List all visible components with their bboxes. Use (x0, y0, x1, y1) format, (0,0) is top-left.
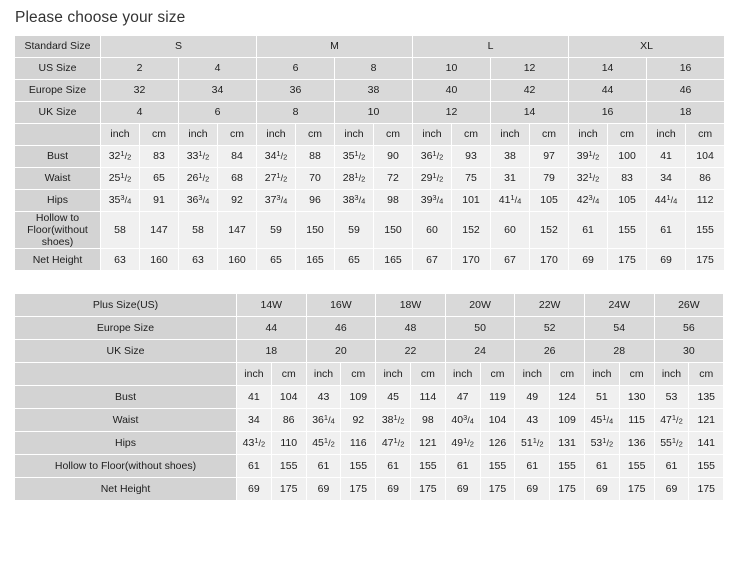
row-label-hips: Hips (15, 432, 237, 455)
hips-cell: 92 (218, 190, 257, 212)
table-row-bust (15, 146, 725, 168)
net-height-cell: 69 (376, 478, 411, 501)
unit-cell: inch (515, 363, 550, 386)
net-height-cell: 69 (569, 249, 608, 271)
hips-cell: 96 (296, 190, 335, 212)
uk-size-cell: 26 (515, 340, 585, 363)
table-row-net-height-plus (15, 478, 724, 501)
unit-cell: inch (413, 124, 452, 146)
unit-cell: cm (608, 124, 647, 146)
hips-cell: 131 (550, 432, 585, 455)
page-title: Please choose your size (15, 9, 186, 26)
uk-size-cell: 4 (101, 102, 179, 124)
hips-cell: 121 (410, 432, 445, 455)
waist-cell: 104 (480, 409, 515, 432)
waist-cell: 65 (140, 168, 179, 190)
hollow-cell: 61 (237, 455, 272, 478)
row-label-units (15, 363, 237, 386)
net-height-cell: 69 (584, 478, 619, 501)
table-row-hips-plus (15, 432, 724, 455)
standard-size-table (14, 35, 725, 271)
waist-cell: 115 (619, 409, 654, 432)
bust-cell: 47 (445, 386, 480, 409)
hollow-cell: 58 (179, 212, 218, 249)
uk-size-cell: 22 (376, 340, 446, 363)
hollow-cell: 155 (341, 455, 376, 478)
uk-size-cell: 18 (647, 102, 725, 124)
europe-size-cell: 38 (335, 80, 413, 102)
hollow-cell: 61 (569, 212, 608, 249)
plus-size-cell: 24W (584, 294, 654, 317)
waist-cell: 34 (647, 168, 686, 190)
hollow-cell: 61 (515, 455, 550, 478)
unit-cell: inch (306, 363, 341, 386)
bust-cell: 51 (584, 386, 619, 409)
unit-cell: inch (257, 124, 296, 146)
net-height-cell: 69 (306, 478, 341, 501)
hollow-cell: 155 (271, 455, 306, 478)
unit-cell: cm (480, 363, 515, 386)
net-height-cell: 69 (515, 478, 550, 501)
waist-cell: 70 (296, 168, 335, 190)
row-label-hips: Hips (15, 190, 101, 212)
hollow-cell: 147 (218, 212, 257, 249)
hollow-cell: 61 (647, 212, 686, 249)
table-row-hips (15, 190, 725, 212)
bust-cell: 104 (686, 146, 725, 168)
hips-cell: $44^1/4$ (647, 190, 686, 212)
us-size-cell: 2 (101, 58, 179, 80)
net-height-cell: 175 (410, 478, 445, 501)
waist-cell: $26^1/2$ (179, 168, 218, 190)
net-height-cell: 63 (101, 249, 140, 271)
plus-size-cell: 14W (237, 294, 307, 317)
waist-cell: 121 (689, 409, 724, 432)
waist-cell: $38^1/2$ (376, 409, 411, 432)
unit-cell: inch (179, 124, 218, 146)
table-row-net-height (15, 249, 725, 271)
unit-cell: cm (550, 363, 585, 386)
waist-cell: 92 (341, 409, 376, 432)
table-row-us-size (15, 58, 725, 80)
hips-cell: $45^1/2$ (306, 432, 341, 455)
hollow-cell: 61 (376, 455, 411, 478)
row-label-net-height: Net Height (15, 478, 237, 501)
net-height-cell: 165 (296, 249, 335, 271)
bust-cell: $39^1/2$ (569, 146, 608, 168)
net-height-cell: 69 (647, 249, 686, 271)
hips-cell: 91 (140, 190, 179, 212)
hollow-cell: 60 (491, 212, 530, 249)
waist-cell: 43 (515, 409, 550, 432)
hollow-cell: 155 (689, 455, 724, 478)
europe-size-cell: 48 (376, 317, 446, 340)
uk-size-cell: 24 (445, 340, 515, 363)
bust-cell: 45 (376, 386, 411, 409)
bust-cell: 43 (306, 386, 341, 409)
uk-size-cell: 28 (584, 340, 654, 363)
hips-cell: 105 (530, 190, 569, 212)
hollow-cell: 150 (374, 212, 413, 249)
waist-cell: 79 (530, 168, 569, 190)
europe-size-cell: 42 (491, 80, 569, 102)
europe-size-cell: 32 (101, 80, 179, 102)
bust-cell: 114 (410, 386, 445, 409)
hips-cell: $36^3/4$ (179, 190, 218, 212)
net-height-cell: 175 (686, 249, 725, 271)
unit-cell: cm (619, 363, 654, 386)
hollow-cell: 150 (296, 212, 335, 249)
hips-cell: $37^3/4$ (257, 190, 296, 212)
table-row-hollow-to-floor-plus (15, 455, 724, 478)
waist-cell: 31 (491, 168, 530, 190)
unit-cell: inch (569, 124, 608, 146)
net-height-cell: 175 (550, 478, 585, 501)
table-row-uk-size-plus (15, 340, 724, 363)
hips-cell: $43^1/2$ (237, 432, 272, 455)
row-label-bust: Bust (15, 386, 237, 409)
bust-cell: 109 (341, 386, 376, 409)
unit-cell: cm (271, 363, 306, 386)
row-label-us-size: US Size (15, 58, 101, 80)
net-height-cell: 170 (452, 249, 491, 271)
net-height-cell: 69 (237, 478, 272, 501)
hips-cell: 136 (619, 432, 654, 455)
bust-cell: $35^1/2$ (335, 146, 374, 168)
unit-cell: inch (654, 363, 689, 386)
bust-cell: 124 (550, 386, 585, 409)
hips-cell: $55^1/2$ (654, 432, 689, 455)
waist-cell: $27^1/2$ (257, 168, 296, 190)
us-size-cell: 16 (647, 58, 725, 80)
hips-cell: $51^1/2$ (515, 432, 550, 455)
bust-cell: 104 (271, 386, 306, 409)
net-height-cell: 69 (654, 478, 689, 501)
europe-size-cell: 34 (179, 80, 257, 102)
uk-size-cell: 12 (413, 102, 491, 124)
hollow-cell: 155 (619, 455, 654, 478)
waist-cell: $28^1/2$ (335, 168, 374, 190)
net-height-cell: 69 (445, 478, 480, 501)
plus-size-table (14, 293, 724, 501)
net-height-cell: 175 (480, 478, 515, 501)
bust-cell: $33^1/2$ (179, 146, 218, 168)
uk-size-cell: 10 (335, 102, 413, 124)
hips-cell: 126 (480, 432, 515, 455)
hollow-cell: 60 (413, 212, 452, 249)
net-height-cell: 175 (271, 478, 306, 501)
waist-cell: 98 (410, 409, 445, 432)
unit-cell: cm (374, 124, 413, 146)
unit-cell: cm (341, 363, 376, 386)
unit-cell: cm (140, 124, 179, 146)
europe-size-cell: 46 (647, 80, 725, 102)
unit-cell: cm (686, 124, 725, 146)
net-height-cell: 67 (491, 249, 530, 271)
europe-size-cell: 56 (654, 317, 724, 340)
table-row-bust-plus (15, 386, 724, 409)
row-label-standard-size: Standard Size (15, 36, 101, 58)
table-row-hollow-to-floor (15, 212, 725, 249)
hollow-cell: 152 (530, 212, 569, 249)
uk-size-cell: 18 (237, 340, 307, 363)
hips-cell: 116 (341, 432, 376, 455)
hips-cell: 98 (374, 190, 413, 212)
europe-size-cell: 50 (445, 317, 515, 340)
table-row-europe-size-plus (15, 317, 724, 340)
table-row-standard-size (15, 36, 725, 58)
plus-size-cell: 26W (654, 294, 724, 317)
row-label-net-height: Net Height (15, 249, 101, 271)
net-height-cell: 175 (619, 478, 654, 501)
row-label-units (15, 124, 101, 146)
hollow-cell: 59 (335, 212, 374, 249)
waist-cell: $47^1/2$ (654, 409, 689, 432)
waist-cell: 86 (271, 409, 306, 432)
hips-cell: 110 (271, 432, 306, 455)
net-height-cell: 65 (335, 249, 374, 271)
table-row-waist-plus (15, 409, 724, 432)
hips-cell: $53^1/2$ (584, 432, 619, 455)
hollow-cell: 155 (608, 212, 647, 249)
bust-cell: 130 (619, 386, 654, 409)
letter-size-m: M (257, 36, 413, 58)
hips-cell: 112 (686, 190, 725, 212)
unit-cell: cm (410, 363, 445, 386)
table-row-units (15, 124, 725, 146)
bust-cell: 53 (654, 386, 689, 409)
us-size-cell: 14 (569, 58, 647, 80)
table-row-plus-size (15, 294, 724, 317)
table-row-waist (15, 168, 725, 190)
hips-cell: $49^1/2$ (445, 432, 480, 455)
hollow-cell: 61 (584, 455, 619, 478)
bust-cell: 90 (374, 146, 413, 168)
letter-size-l: L (413, 36, 569, 58)
row-label-europe-size: Europe Size (15, 80, 101, 102)
us-size-cell: 6 (257, 58, 335, 80)
net-height-cell: 165 (374, 249, 413, 271)
net-height-cell: 170 (530, 249, 569, 271)
bust-cell: $36^1/2$ (413, 146, 452, 168)
unit-cell: inch (584, 363, 619, 386)
hollow-cell: 152 (452, 212, 491, 249)
unit-cell: inch (445, 363, 480, 386)
europe-size-cell: 44 (237, 317, 307, 340)
hips-cell: $39^3/4$ (413, 190, 452, 212)
bust-cell: 135 (689, 386, 724, 409)
us-size-cell: 4 (179, 58, 257, 80)
row-label-waist: Waist (15, 168, 101, 190)
row-label-hollow-to-floor: Hollow to Floor(without shoes) (15, 212, 101, 249)
hips-cell: 141 (689, 432, 724, 455)
hollow-cell: 58 (101, 212, 140, 249)
net-height-cell: 160 (140, 249, 179, 271)
unit-cell: inch (647, 124, 686, 146)
table-row-europe-size (15, 80, 725, 102)
unit-cell: inch (101, 124, 140, 146)
bust-cell: 49 (515, 386, 550, 409)
plus-size-cell: 16W (306, 294, 376, 317)
uk-size-cell: 6 (179, 102, 257, 124)
standard-size-table-body (15, 36, 725, 271)
hips-cell: $47^1/2$ (376, 432, 411, 455)
hips-cell: $41^1/4$ (491, 190, 530, 212)
waist-cell: 75 (452, 168, 491, 190)
bust-cell: 84 (218, 146, 257, 168)
bust-cell: 38 (491, 146, 530, 168)
europe-size-cell: 46 (306, 317, 376, 340)
hollow-cell: 147 (140, 212, 179, 249)
uk-size-cell: 16 (569, 102, 647, 124)
unit-cell: inch (376, 363, 411, 386)
unit-cell: cm (296, 124, 335, 146)
us-size-cell: 8 (335, 58, 413, 80)
table-row-units-plus (15, 363, 724, 386)
unit-cell: inch (335, 124, 374, 146)
bust-cell: 97 (530, 146, 569, 168)
waist-cell: $36^1/4$ (306, 409, 341, 432)
net-height-cell: 175 (689, 478, 724, 501)
bust-cell: 100 (608, 146, 647, 168)
row-label-bust: Bust (15, 146, 101, 168)
letter-size-xl: XL (569, 36, 725, 58)
hollow-cell: 61 (654, 455, 689, 478)
waist-cell: $40^3/4$ (445, 409, 480, 432)
net-height-cell: 67 (413, 249, 452, 271)
waist-cell: 109 (550, 409, 585, 432)
net-height-cell: 63 (179, 249, 218, 271)
europe-size-cell: 44 (569, 80, 647, 102)
letter-size-s: S (101, 36, 257, 58)
bust-cell: $32^1/2$ (101, 146, 140, 168)
row-label-uk-size: UK Size (15, 340, 237, 363)
unit-cell: cm (689, 363, 724, 386)
plus-size-cell: 18W (376, 294, 446, 317)
unit-cell: inch (237, 363, 272, 386)
europe-size-cell: 52 (515, 317, 585, 340)
hollow-cell: 155 (686, 212, 725, 249)
europe-size-cell: 40 (413, 80, 491, 102)
unit-cell: cm (530, 124, 569, 146)
bust-cell: 83 (140, 146, 179, 168)
row-label-hollow-to-floor: Hollow to Floor(without shoes) (15, 455, 237, 478)
hollow-cell: 61 (306, 455, 341, 478)
plus-size-cell: 22W (515, 294, 585, 317)
waist-cell: 83 (608, 168, 647, 190)
hips-cell: $38^3/4$ (335, 190, 374, 212)
waist-cell: $45^1/4$ (584, 409, 619, 432)
row-label-europe-size: Europe Size (15, 317, 237, 340)
uk-size-cell: 8 (257, 102, 335, 124)
net-height-cell: 160 (218, 249, 257, 271)
waist-cell: $32^1/2$ (569, 168, 608, 190)
bust-cell: 41 (237, 386, 272, 409)
bust-cell: 41 (647, 146, 686, 168)
bust-cell: $34^1/2$ (257, 146, 296, 168)
waist-cell: $25^1/2$ (101, 168, 140, 190)
europe-size-cell: 54 (584, 317, 654, 340)
us-size-cell: 10 (413, 58, 491, 80)
hollow-cell: 155 (550, 455, 585, 478)
europe-size-cell: 36 (257, 80, 335, 102)
table-row-uk-size (15, 102, 725, 124)
hollow-cell: 155 (480, 455, 515, 478)
waist-cell: $29^1/2$ (413, 168, 452, 190)
uk-size-cell: 30 (654, 340, 724, 363)
hips-cell: 101 (452, 190, 491, 212)
uk-size-cell: 20 (306, 340, 376, 363)
waist-cell: 68 (218, 168, 257, 190)
net-height-cell: 175 (608, 249, 647, 271)
bust-cell: 93 (452, 146, 491, 168)
hollow-cell: 59 (257, 212, 296, 249)
hollow-cell: 61 (445, 455, 480, 478)
hips-cell: 105 (608, 190, 647, 212)
hips-cell: $42^3/4$ (569, 190, 608, 212)
net-height-cell: 175 (341, 478, 376, 501)
bust-cell: 119 (480, 386, 515, 409)
waist-cell: 34 (237, 409, 272, 432)
hips-cell: $35^3/4$ (101, 190, 140, 212)
bust-cell: 88 (296, 146, 335, 168)
row-label-plus-size: Plus Size(US) (15, 294, 237, 317)
net-height-cell: 65 (257, 249, 296, 271)
hollow-cell: 155 (410, 455, 445, 478)
waist-cell: 72 (374, 168, 413, 190)
waist-cell: 86 (686, 168, 725, 190)
unit-cell: cm (218, 124, 257, 146)
plus-size-cell: 20W (445, 294, 515, 317)
unit-cell: inch (491, 124, 530, 146)
unit-cell: cm (452, 124, 491, 146)
us-size-cell: 12 (491, 58, 569, 80)
row-label-waist: Waist (15, 409, 237, 432)
row-label-uk-size: UK Size (15, 102, 101, 124)
uk-size-cell: 14 (491, 102, 569, 124)
plus-size-table-body (15, 294, 724, 501)
